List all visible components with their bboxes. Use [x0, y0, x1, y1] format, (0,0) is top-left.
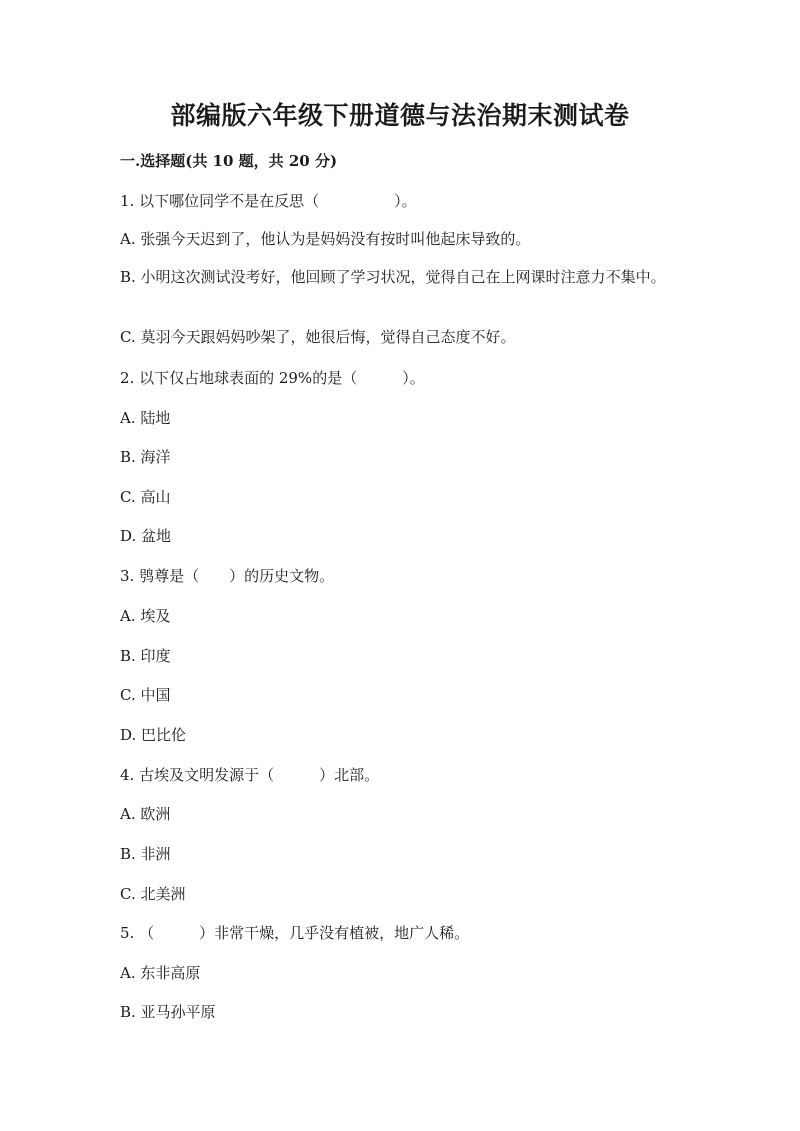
question-5: 5. （ ）非常干燥，几乎没有植被，地广人稀。: [120, 924, 470, 942]
question-4-option-b: B. 非洲: [120, 845, 171, 863]
question-3: 3. 鸮尊是（ ）的历史文物。: [120, 567, 335, 585]
question-4-option-c: C. 北美洲: [120, 885, 186, 903]
question-1-option-a: A. 张强今天迟到了，他认为是妈妈没有按时叫他起床导致的。: [120, 230, 531, 248]
question-1-option-b: B. 小明这次测试没考好，他回顾了学习状况，觉得自己在上网课时注意力不集中。: [120, 268, 666, 286]
page-title: 部编版六年级下册道德与法治期末测试卷: [170, 101, 630, 130]
question-3-option-b: B. 印度: [120, 647, 171, 665]
question-3-option-a: A. 埃及: [120, 607, 171, 625]
question-2: 2. 以下仅占地球表面的 29%的是（ ）。: [120, 369, 425, 387]
question-4: 4. 古埃及文明发源于（ ）北部。: [120, 766, 380, 784]
section-heading: 一.选择题(共 10 题，共 20 分): [120, 152, 338, 170]
question-4-option-a: A. 欧洲: [120, 805, 171, 823]
question-1: 1. 以下哪位同学不是在反思（ ）。: [120, 192, 417, 210]
question-2-option-a: A. 陆地: [120, 409, 171, 427]
question-5-option-b: B. 亚马孙平原: [120, 1003, 216, 1021]
question-2-option-b: B. 海洋: [120, 448, 171, 466]
question-1-option-c: C. 莫羽今天跟妈妈吵架了，她很后悔，觉得自己态度不好。: [120, 328, 516, 346]
question-3-option-d: D. 巴比伦: [120, 726, 187, 744]
question-2-option-c: C. 高山: [120, 488, 171, 506]
question-5-option-a: A. 东非高原: [120, 964, 201, 982]
question-2-option-d: D. 盆地: [120, 527, 172, 545]
question-3-option-c: C. 中国: [120, 686, 171, 704]
